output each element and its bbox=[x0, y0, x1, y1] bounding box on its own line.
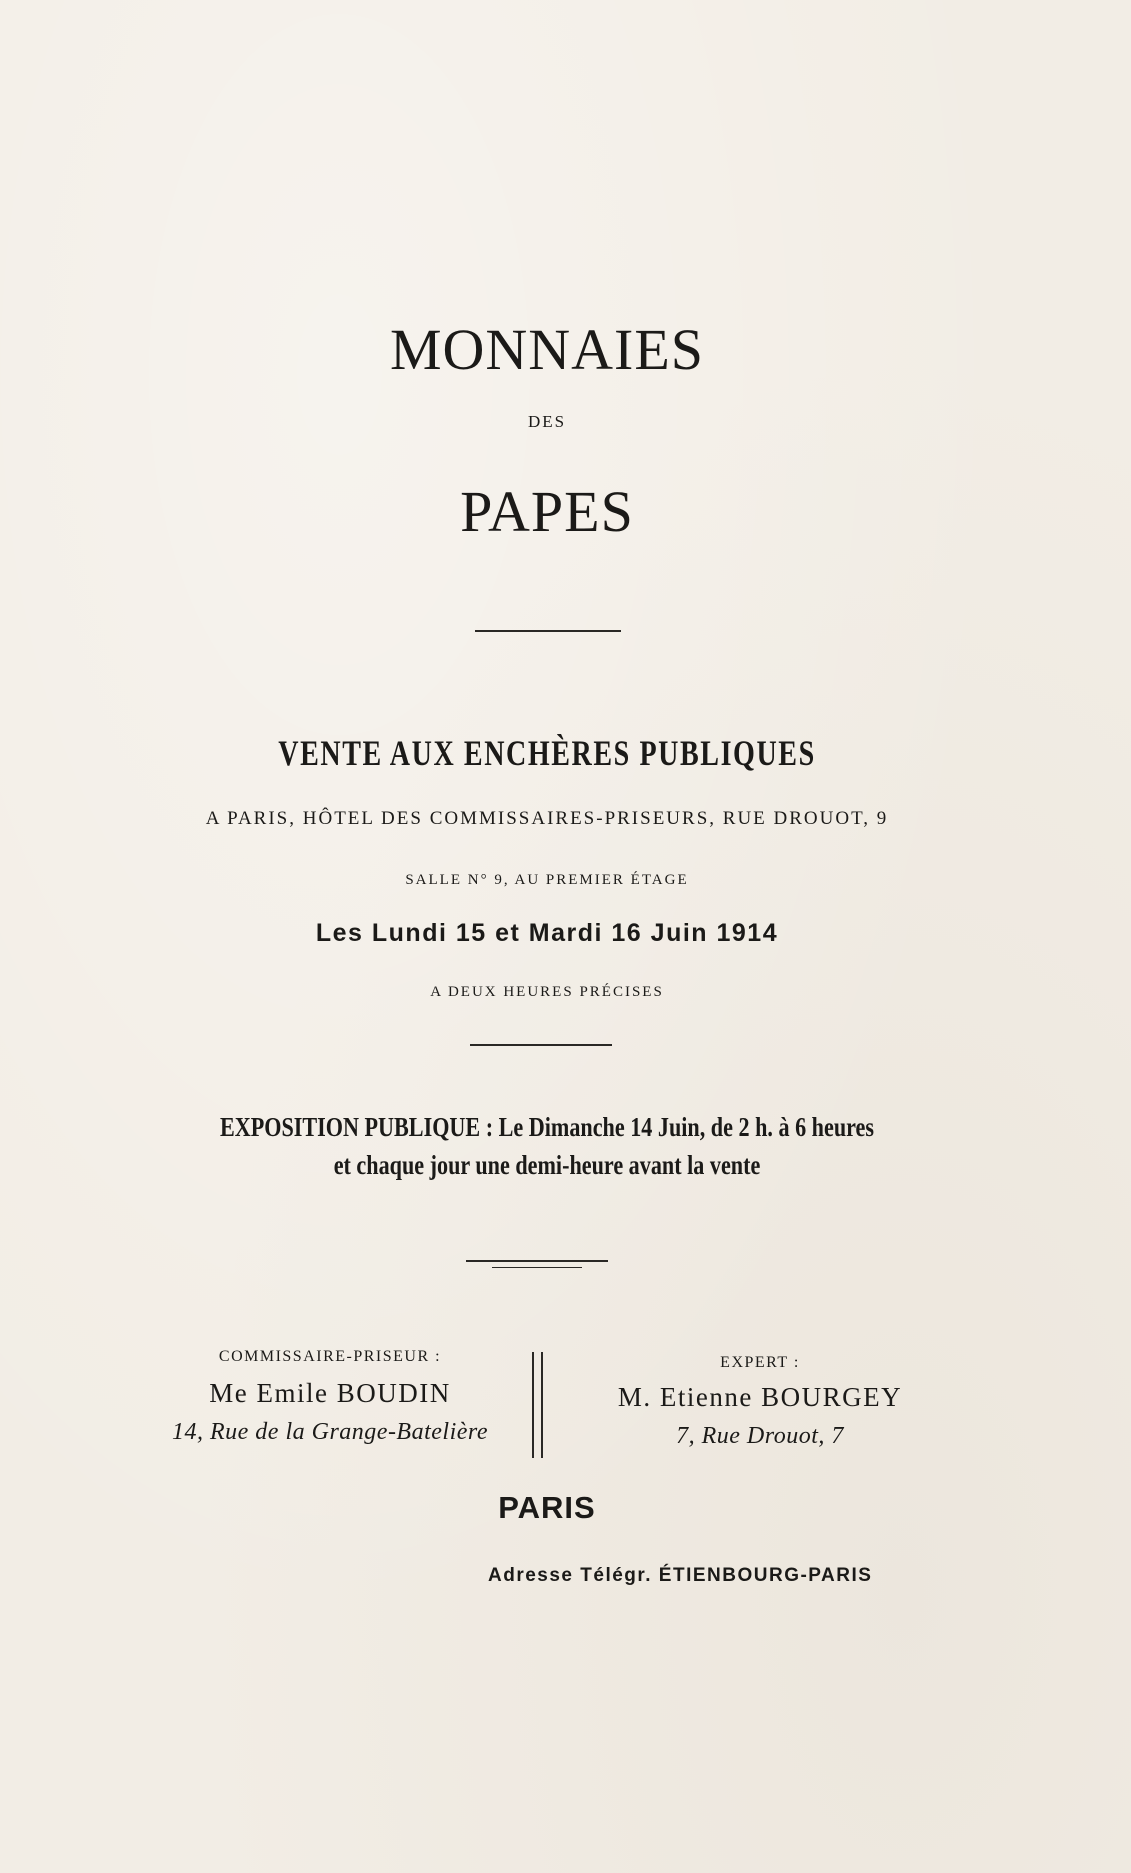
title-papes: PAPES bbox=[460, 479, 634, 544]
sale-room: SALLE N° 9, AU PREMIER ÉTAGE bbox=[405, 872, 689, 888]
commissaire-name: Me Emile BOUDIN bbox=[209, 1378, 451, 1408]
expert-block bbox=[560, 1354, 960, 1450]
expert-name: M. Etienne BOURGEY bbox=[617, 1382, 903, 1412]
sale-time: A DEUX HEURES PRÉCISES bbox=[430, 984, 664, 1000]
divider-rule-2 bbox=[470, 1044, 612, 1046]
title-des: DES bbox=[527, 412, 567, 431]
commissaire-block bbox=[130, 1348, 530, 1446]
divider-rule-1 bbox=[475, 630, 621, 632]
footer-city: PARIS bbox=[498, 1490, 596, 1525]
exhibition-line-2: et chaque jour une demi-heure avant la vente bbox=[333, 1150, 761, 1180]
sale-heading: VENTE AUX ENCHÈRES PUBLIQUES bbox=[278, 733, 816, 773]
sale-address: A PARIS, HÔTEL DES COMMISSAIRES-PRISEURS, RUE DROUOT, 9 bbox=[205, 808, 889, 829]
commissaire-address: 14, Rue de la Grange-Batelière bbox=[171, 1419, 489, 1445]
title-monnaies: MONNAIES bbox=[389, 317, 705, 382]
expert-role: EXPERT : bbox=[720, 1354, 800, 1371]
column-separator-left bbox=[532, 1352, 534, 1458]
divider-rule-3b bbox=[492, 1267, 582, 1268]
exhibition-line-1: EXPOSITION PUBLIQUE : Le Dimanche 14 Juin, de 2 h. à 6 heures bbox=[219, 1112, 875, 1142]
telegraph-address: Adresse Télégr. ÉTIENBOURG-PARIS bbox=[488, 1565, 873, 1586]
sale-dates: Les Lundi 15 et Mardi 16 Juin 1914 bbox=[315, 919, 779, 947]
commissaire-role: COMMISSAIRE-PRISEUR : bbox=[218, 1348, 442, 1365]
expert-address: 7, Rue Drouot, 7 bbox=[676, 1423, 844, 1449]
column-separator-right bbox=[541, 1352, 543, 1458]
divider-rule-3a bbox=[466, 1260, 608, 1262]
